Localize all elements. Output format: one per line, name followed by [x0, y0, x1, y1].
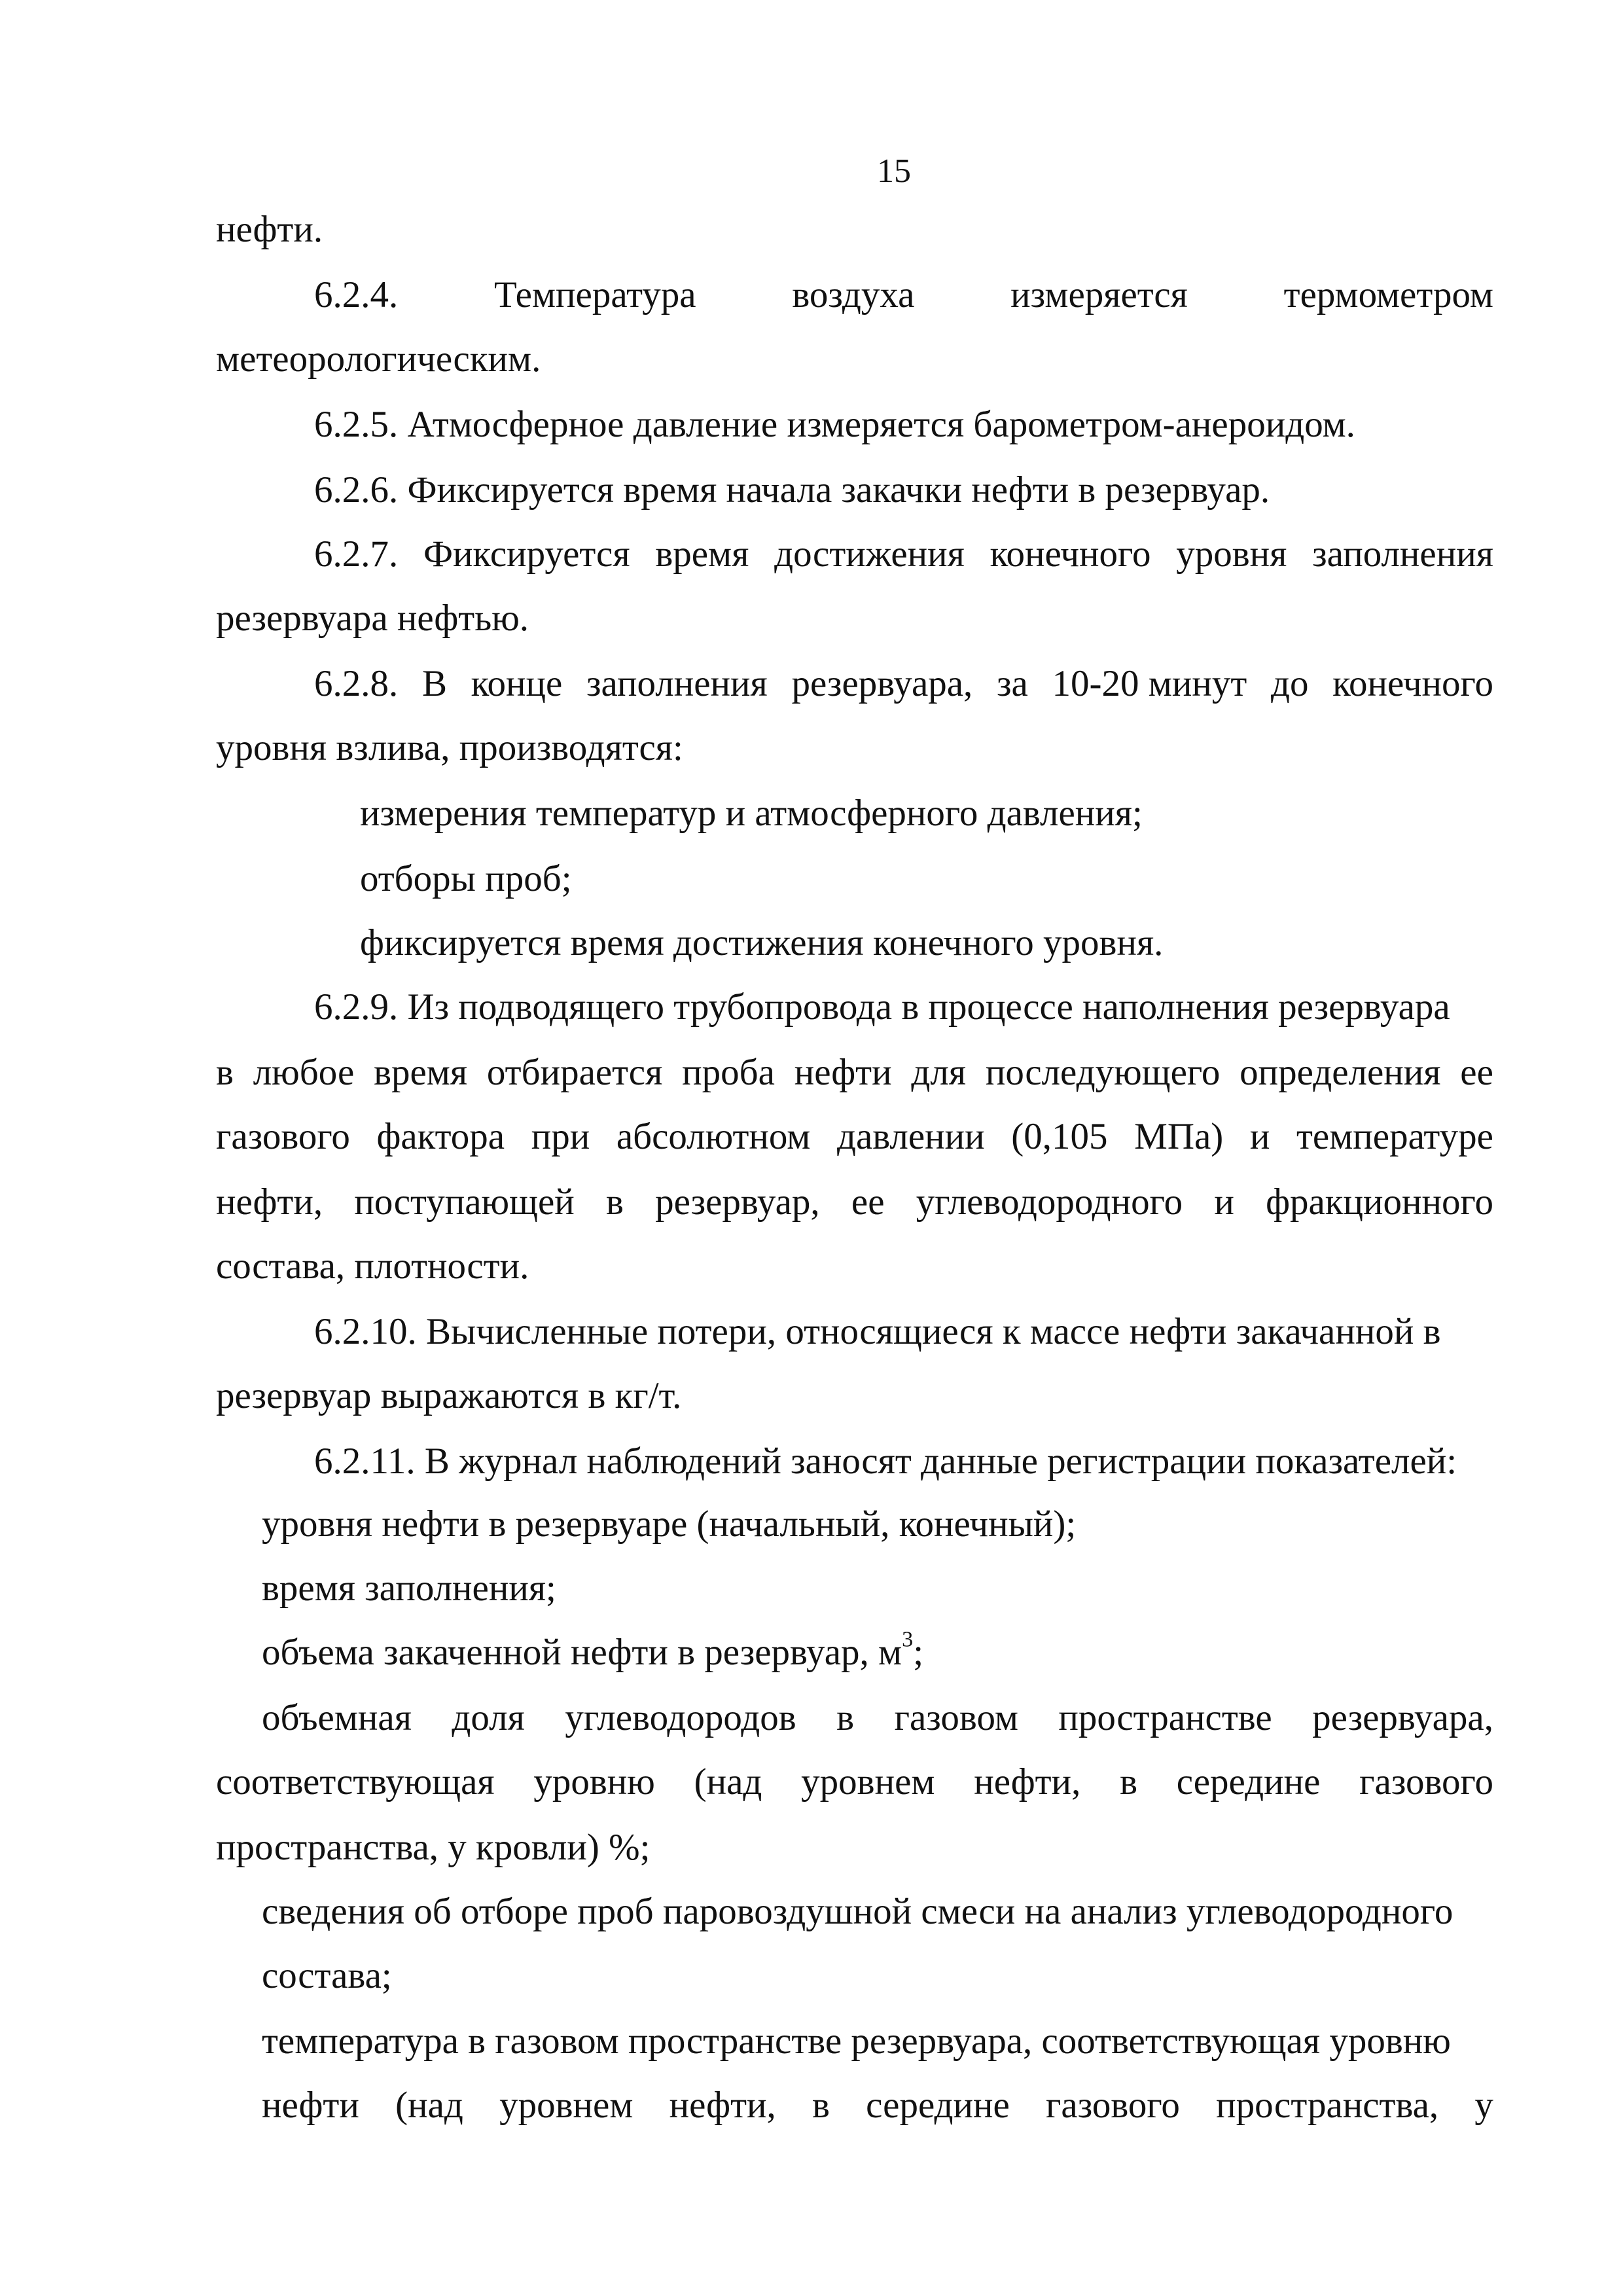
- text-line-justified: [216, 1763, 1493, 1801]
- word: нефти: [794, 1052, 892, 1093]
- word: 6.2.8.: [314, 663, 399, 704]
- word: определения: [1240, 1052, 1441, 1093]
- word: последующего: [985, 1052, 1221, 1093]
- text-line-justified: [216, 1054, 1493, 1091]
- word: В: [421, 663, 447, 704]
- word: уровнем: [499, 2085, 633, 2126]
- word: резервуара,: [1312, 1697, 1493, 1738]
- list-item: сведения об отборе проб паровоздушной смеси на анализ углеводородного: [262, 1891, 1454, 1932]
- word: проба: [682, 1052, 775, 1093]
- word: уровнем: [801, 1761, 935, 1803]
- word: для: [911, 1052, 967, 1093]
- word: и: [1249, 1116, 1270, 1157]
- text-line-justified: [314, 276, 1493, 314]
- word: газового: [216, 1116, 350, 1157]
- word: уровня: [1176, 533, 1287, 575]
- word: газового: [1359, 1761, 1493, 1803]
- text-line: состава, плотности.: [216, 1246, 529, 1287]
- word: в: [812, 2085, 830, 2126]
- word: фактора: [376, 1116, 505, 1157]
- text-line: метеорологическим.: [216, 338, 541, 380]
- word: в: [605, 1181, 624, 1223]
- word: заполнения: [586, 663, 768, 704]
- word: Температура: [494, 274, 696, 315]
- word: газовом: [894, 1697, 1018, 1738]
- word: доля: [452, 1697, 525, 1738]
- text-line-justified: [262, 1699, 1493, 1736]
- word: углеводородного: [916, 1181, 1183, 1223]
- word: термометром: [1283, 274, 1493, 315]
- word: МПа): [1134, 1116, 1224, 1157]
- word: уровню: [533, 1761, 655, 1803]
- word: абсолютном: [616, 1116, 811, 1157]
- word: отбирается: [486, 1052, 663, 1093]
- word: (0,105: [1011, 1116, 1108, 1157]
- word: (над: [395, 2085, 463, 2126]
- text-line-justified: [216, 1183, 1493, 1221]
- word: 10-20 минут: [1052, 663, 1247, 704]
- list-item-text: объема закаченной нефти в резервуар, м: [262, 1632, 902, 1673]
- word: ее: [1460, 1052, 1493, 1093]
- word: достижения: [774, 533, 965, 575]
- word: поступающей: [354, 1181, 575, 1223]
- word: пространстве: [1058, 1697, 1272, 1738]
- word: Фиксируется: [423, 533, 630, 575]
- word: при: [531, 1116, 590, 1157]
- word: в: [216, 1052, 234, 1093]
- word: пространства,: [1216, 2085, 1439, 2126]
- word: середине: [1176, 1761, 1321, 1803]
- word: температуре: [1296, 1116, 1493, 1157]
- word: 6.2.7.: [314, 533, 399, 575]
- word: ее: [851, 1181, 885, 1223]
- list-item: фиксируется время достижения конечного уровня.: [360, 922, 1164, 963]
- word: заполнения: [1312, 533, 1493, 575]
- text-line: 6.2.9. Из подводящего трубопровода в процессе наполнения резервуара: [314, 986, 1450, 1028]
- word: нефти: [262, 2085, 359, 2126]
- page-number: 15: [877, 152, 911, 190]
- list-item: отборы проб;: [360, 858, 572, 899]
- text-line: 6.2.6. Фиксируется время начала закачки нефти в резервуар.: [314, 469, 1270, 511]
- word: конечного: [990, 533, 1151, 575]
- word: за: [997, 663, 1028, 704]
- text-line: уровня взлива, производятся:: [216, 727, 683, 768]
- word: объемная: [262, 1697, 412, 1738]
- word: время: [374, 1052, 468, 1093]
- text-line: нефти.: [216, 209, 323, 250]
- word: (над: [694, 1761, 762, 1803]
- list-item: температура в газовом пространстве резервуара, соответствующая уровню: [262, 2020, 1451, 2062]
- word: резервуар,: [655, 1181, 820, 1223]
- word: измеряется: [1010, 274, 1188, 315]
- word: давлении: [836, 1116, 985, 1157]
- word: в: [1120, 1761, 1137, 1803]
- word: любое: [253, 1052, 355, 1093]
- list-item: [262, 1627, 924, 1673]
- word: время: [655, 533, 749, 575]
- list-item: уровня нефти в резервуаре (начальный, конечный);: [262, 1503, 1077, 1545]
- word: конце: [471, 663, 563, 704]
- text-line-justified: [314, 665, 1493, 702]
- word: у: [1474, 2085, 1493, 2126]
- word: воздуха: [792, 274, 915, 315]
- text-line-justified: [262, 2087, 1493, 2124]
- superscript: 3: [902, 1627, 914, 1652]
- word: соответствующая: [216, 1761, 495, 1803]
- word: резервуара,: [791, 663, 973, 704]
- text-line-justified: [314, 535, 1493, 573]
- word: нефти,: [669, 2085, 776, 2126]
- text-line: 6.2.10. Вычисленные потери, относящиеся к массе нефти закачанной в: [314, 1311, 1441, 1352]
- text-line: 6.2.5. Атмосферное давление измеряется барометром-анероидом.: [314, 404, 1355, 445]
- text-line-justified: [216, 1118, 1493, 1155]
- text-line: 6.2.11. В журнал наблюдений заносят данные регистрации показателей:: [314, 1441, 1457, 1482]
- word: углеводородов: [565, 1697, 796, 1738]
- list-item-tail: ;: [913, 1632, 924, 1673]
- word: 6.2.4.: [314, 274, 399, 315]
- word: газового: [1046, 2085, 1180, 2126]
- text-line: пространства, у кровли) %;: [216, 1827, 651, 1868]
- word: до: [1270, 663, 1309, 704]
- list-item: время заполнения;: [262, 1568, 556, 1609]
- text-line: состава;: [262, 1955, 392, 1996]
- word: нефти,: [216, 1181, 323, 1223]
- word: фракционного: [1266, 1181, 1493, 1223]
- list-item: измерения температур и атмосферного давления;: [360, 793, 1143, 834]
- word: в: [836, 1697, 855, 1738]
- text-line: резервуара нефтью.: [216, 598, 529, 639]
- text-line: резервуар выражаются в кг/т.: [216, 1375, 682, 1416]
- word: конечного: [1332, 663, 1493, 704]
- word: нефти,: [974, 1761, 1081, 1803]
- word: середине: [866, 2085, 1010, 2126]
- word: и: [1214, 1181, 1234, 1223]
